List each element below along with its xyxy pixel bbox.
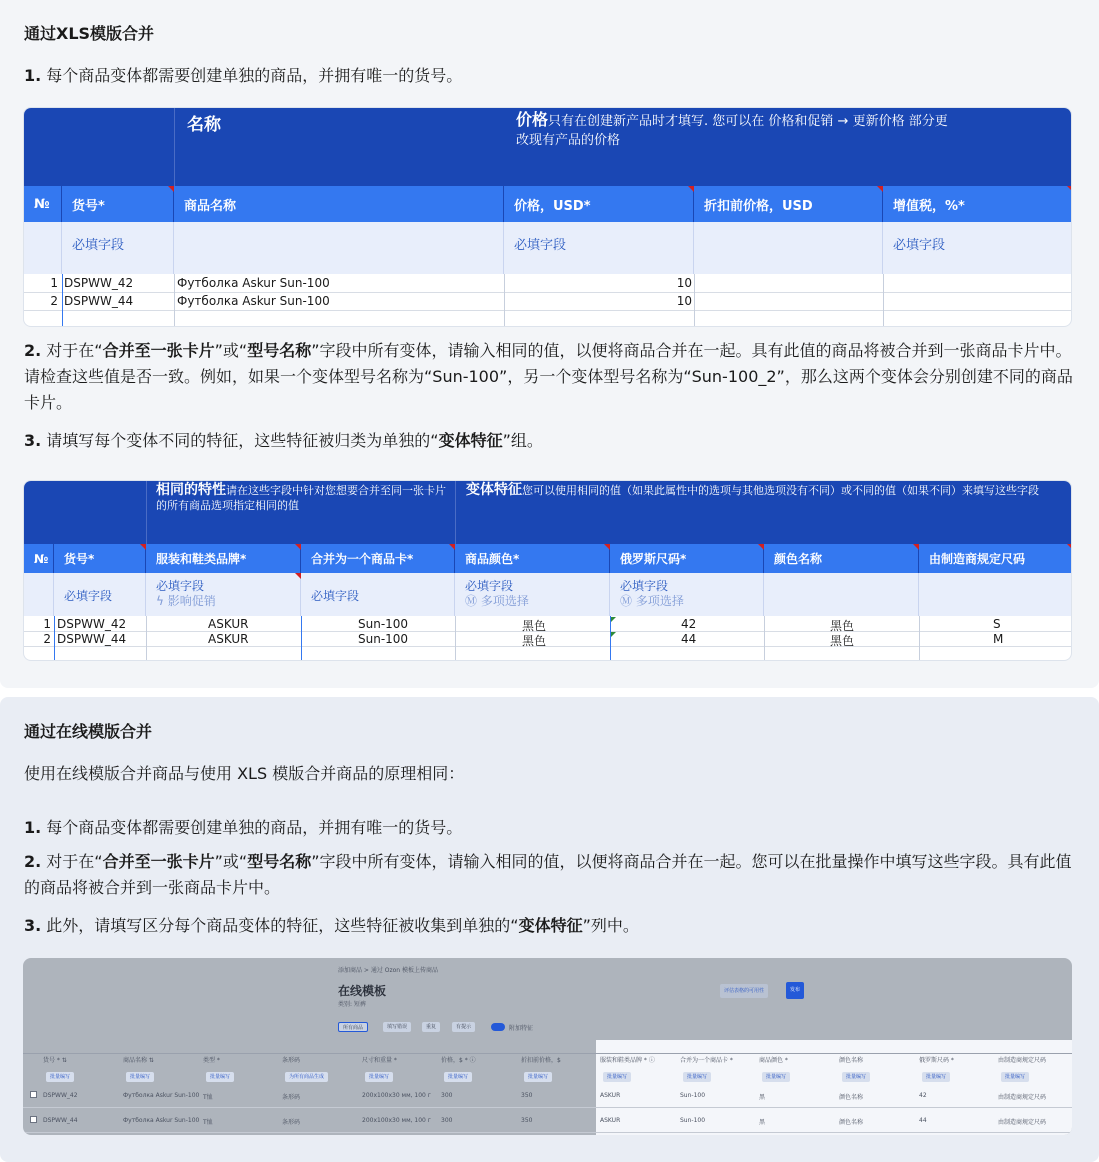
page-title: 在线模板 bbox=[338, 984, 387, 998]
grid-col-header: 俄罗斯尺码 * bbox=[919, 1057, 954, 1064]
required-label: 必填字段 bbox=[301, 573, 455, 616]
row-checkbox[interactable] bbox=[30, 1091, 37, 1098]
group-header bbox=[24, 108, 1072, 186]
online-template-screenshot bbox=[23, 958, 1072, 1135]
step-1: 1. 每个商品变体都需要创建单独的商品，并拥有唯一的货号。 bbox=[24, 818, 463, 837]
grid-cell[interactable]: ASKUR bbox=[600, 1117, 621, 1124]
col-brand: 服装和鞋类品牌* bbox=[146, 544, 301, 573]
tab-duplicates[interactable]: 重复 bbox=[422, 1022, 440, 1032]
grid-cell[interactable]: T恤 bbox=[203, 1119, 213, 1126]
grid-cell[interactable]: DSPWW_42 bbox=[43, 1092, 78, 1099]
grid-cell[interactable]: 300 bbox=[441, 1117, 453, 1124]
table-row: 1 DSPWW_42 Футболка Askur Sun-100 10 bbox=[24, 275, 1072, 293]
grid-cell[interactable]: Футболка Askur Sun-100 bbox=[123, 1117, 200, 1124]
col-vat: 增值税，%* bbox=[893, 198, 965, 214]
step-2: 2. 对于在“合并至一张卡片”或“型号名称”字段中所有变体，请输入相同的值，以便将商品合并在一起。具有此值的商品将被合并到一张商品卡片中。请检查这些值是否一致。例如，如果一个变体型号名称为“Sun-100”，另一个变体型号名称为“Sun-100_2”，那么这两个变体会分别创建不同的商品卡片。 bbox=[24, 341, 1073, 412]
tab-hints[interactable]: 有提示 bbox=[452, 1022, 475, 1032]
table-row: 1 DSPWW_42 ASKUR Sun-100 黑色 42 黑色 S bbox=[24, 617, 1072, 632]
required-label-multi: 必填字段 Ⓜ 多项选择 bbox=[610, 573, 764, 616]
col-price: 价格，USD* bbox=[504, 186, 694, 222]
xls-table-1 bbox=[23, 107, 1072, 327]
bulk-edit-button[interactable]: 批量编写 bbox=[444, 1072, 472, 1082]
grid-cell[interactable]: 颜色名称 bbox=[839, 1119, 864, 1126]
grid-col-header: 货号 * ⇅ bbox=[43, 1057, 67, 1064]
bulk-edit-button[interactable]: 批量编写 bbox=[1001, 1072, 1029, 1082]
page-subtitle: 类别: 短裤 bbox=[338, 1001, 366, 1008]
publish-button[interactable]: 发布 bbox=[786, 982, 804, 999]
grid-cell[interactable]: 由制造商规定尺码 bbox=[998, 1119, 1047, 1126]
required-row bbox=[24, 573, 1072, 616]
section-title: 通过XLS模版合并 bbox=[24, 24, 155, 43]
grid-col-header: 商品名称 ⇅ bbox=[123, 1057, 154, 1064]
grid-col-header: 服装和鞋类品牌 * ⓘ bbox=[600, 1057, 655, 1064]
grid-cell[interactable]: ASKUR bbox=[600, 1092, 621, 1099]
grid-cell[interactable]: 44 bbox=[919, 1117, 927, 1124]
required-label: 必填字段 bbox=[504, 222, 694, 274]
row-checkbox[interactable] bbox=[30, 1116, 37, 1123]
grid-cell[interactable]: 200x100x30 мм, 100 г bbox=[362, 1092, 431, 1099]
step-3: 3. 请填写每个变体不同的特征，这些特征被归类为单独的“变体特征”组。 bbox=[24, 431, 543, 450]
group-same: 相同的特性请在这些字段中针对您想要合并至同一张卡片的所有商品选项指定相同的值 bbox=[156, 482, 446, 512]
column-headers bbox=[24, 186, 1072, 222]
required-label: 必填字段 bbox=[54, 573, 146, 616]
required-row bbox=[24, 222, 1072, 274]
col-maker-size: 由制造商规定尺码 bbox=[929, 552, 1026, 566]
grid-col-header: 折扣前价格，$ bbox=[521, 1057, 561, 1064]
tab-all[interactable]: 所有商品 bbox=[338, 1022, 368, 1032]
group-price: 价格只有在创建新产品时才填写. 您可以在 价格和促销 → 更新价格 部分更改现有产品的价格 bbox=[516, 110, 948, 148]
step-1: 1. 每个商品变体都需要创建单独的商品，并拥有唯一的货号。 bbox=[24, 66, 463, 85]
col-sku: 货号* bbox=[62, 186, 174, 222]
grid-cell[interactable]: T恤 bbox=[203, 1094, 213, 1101]
grid-cell[interactable]: Sun-100 bbox=[680, 1117, 706, 1124]
table-row: 2 DSPWW_44 ASKUR Sun-100 黑色 44 黑色 M bbox=[24, 632, 1072, 647]
step-3: 3. 此外，请填写区分每个商品变体的特征，这些特征被收集到单独的“变体特征”列中。 bbox=[24, 916, 639, 935]
required-label: 必填字段 bbox=[62, 222, 174, 274]
grid-cell[interactable]: 42 bbox=[919, 1092, 927, 1099]
bulk-edit-button[interactable]: 批量编写 bbox=[842, 1072, 870, 1082]
grid-col-header: 类型 * bbox=[203, 1057, 220, 1064]
grid-cell[interactable]: 350 bbox=[521, 1092, 533, 1099]
row-divider bbox=[23, 1132, 1072, 1133]
generate-barcode-button[interactable]: 为所有商品生成 bbox=[285, 1072, 328, 1082]
bulk-edit-button[interactable]: 批量编写 bbox=[603, 1072, 631, 1082]
xls-table-2 bbox=[23, 480, 1072, 661]
grid-cell[interactable]: 由制造商规定尺码 bbox=[998, 1094, 1047, 1101]
grid-col-header: 条形码 bbox=[282, 1057, 301, 1064]
grid-cell[interactable]: 300 bbox=[441, 1092, 453, 1099]
required-label: 必填字段 bbox=[893, 238, 946, 253]
section-title: 通过在线模版合并 bbox=[24, 722, 153, 741]
grid-cell[interactable]: 颜色名称 bbox=[839, 1094, 864, 1101]
step-2: 2. 对于在“合并至一张卡片”或“型号名称”字段中所有变体，请输入相同的值，以便将商品合并在一起。您可以在批量操作中填写这些字段。具有此值的商品将被合并到一张商品卡片中。 bbox=[24, 852, 1072, 897]
row-divider bbox=[23, 1107, 1072, 1108]
col-card: 合并为一个商品卡* bbox=[301, 544, 455, 573]
tab-errors[interactable]: 填写错误 bbox=[383, 1022, 411, 1032]
extra-features-toggle[interactable] bbox=[491, 1023, 505, 1031]
grid-col-header: 尺寸和重量 * bbox=[362, 1057, 397, 1064]
col-color: 商品颜色* bbox=[455, 544, 610, 573]
bulk-edit-button[interactable]: 批量编写 bbox=[365, 1072, 393, 1082]
table-row: 2 DSPWW_44 Футболка Askur Sun-100 10 bbox=[24, 293, 1072, 311]
grid-cell[interactable]: 黑 bbox=[759, 1119, 766, 1126]
grid-cell[interactable]: Sun-100 bbox=[680, 1092, 706, 1099]
grid-cell[interactable]: 350 bbox=[521, 1117, 533, 1124]
grid-cell[interactable]: DSPWW_44 bbox=[43, 1117, 78, 1124]
grid-col-header: 颜色名称 bbox=[839, 1057, 864, 1064]
grid-cell[interactable]: 条形码 bbox=[282, 1094, 301, 1101]
group-name: 名称 bbox=[187, 115, 221, 135]
grid-cell[interactable]: 黑 bbox=[759, 1094, 766, 1101]
col-size: 俄罗斯尺码* bbox=[610, 544, 764, 573]
bulk-edit-button[interactable]: 批量编写 bbox=[762, 1072, 790, 1082]
required-label-promo: 必填字段 ϟ 影响促销 bbox=[146, 573, 301, 616]
grid-col-header: 合并为一个商品卡 * bbox=[680, 1057, 733, 1064]
bulk-edit-button[interactable]: 批量编写 bbox=[524, 1072, 552, 1082]
grid-col-header: 价格，$ * ⓘ bbox=[441, 1057, 476, 1064]
col-sku: 货号* bbox=[54, 544, 146, 573]
bulk-edit-button[interactable]: 批量编写 bbox=[683, 1072, 711, 1082]
grid-col-header: 由制造商规定尺码 bbox=[998, 1057, 1047, 1064]
bulk-edit-button[interactable]: 批量编写 bbox=[46, 1072, 74, 1082]
bulk-edit-button[interactable]: 批量编写 bbox=[206, 1072, 234, 1082]
check-usability-button[interactable]: 评估表格的可用性 bbox=[720, 984, 768, 998]
group-variant: 变体特征您可以使用相同的值（如果此属性中的选项与其他选项没有不同）或不同的值（如果不同）来填写这些字段 bbox=[466, 482, 1039, 498]
grid-cell[interactable]: 条形码 bbox=[282, 1119, 301, 1126]
intro-text: 使用在线模版合并商品与使用 XLS 模版合并商品的原理相同： bbox=[24, 764, 465, 783]
bulk-edit-button[interactable]: 批量编写 bbox=[922, 1072, 950, 1082]
grid-col-header: 商品颜色 * bbox=[759, 1057, 788, 1064]
grid-cell[interactable]: 200x100x30 мм, 100 г bbox=[362, 1117, 431, 1124]
grid-cell[interactable]: Футболка Askur Sun-100 bbox=[123, 1092, 200, 1099]
col-no: № bbox=[24, 186, 62, 222]
bulk-edit-button[interactable]: 批量编写 bbox=[126, 1072, 154, 1082]
col-name: 商品名称 bbox=[174, 186, 504, 222]
data-rows bbox=[24, 274, 1072, 327]
col-color-name: 颜色名称 bbox=[764, 544, 919, 573]
required-label-multi: 必填字段 Ⓜ 多项选择 bbox=[455, 573, 610, 616]
breadcrumb: 添加商品 > 通过 Ozon 模板上传商品 bbox=[338, 967, 439, 974]
toggle-label: 附加特征 bbox=[509, 1025, 534, 1032]
col-no: № bbox=[24, 544, 54, 573]
group-header bbox=[24, 481, 1072, 544]
data-rows bbox=[24, 616, 1072, 661]
col-old-price: 折扣前价格，USD bbox=[694, 186, 883, 222]
